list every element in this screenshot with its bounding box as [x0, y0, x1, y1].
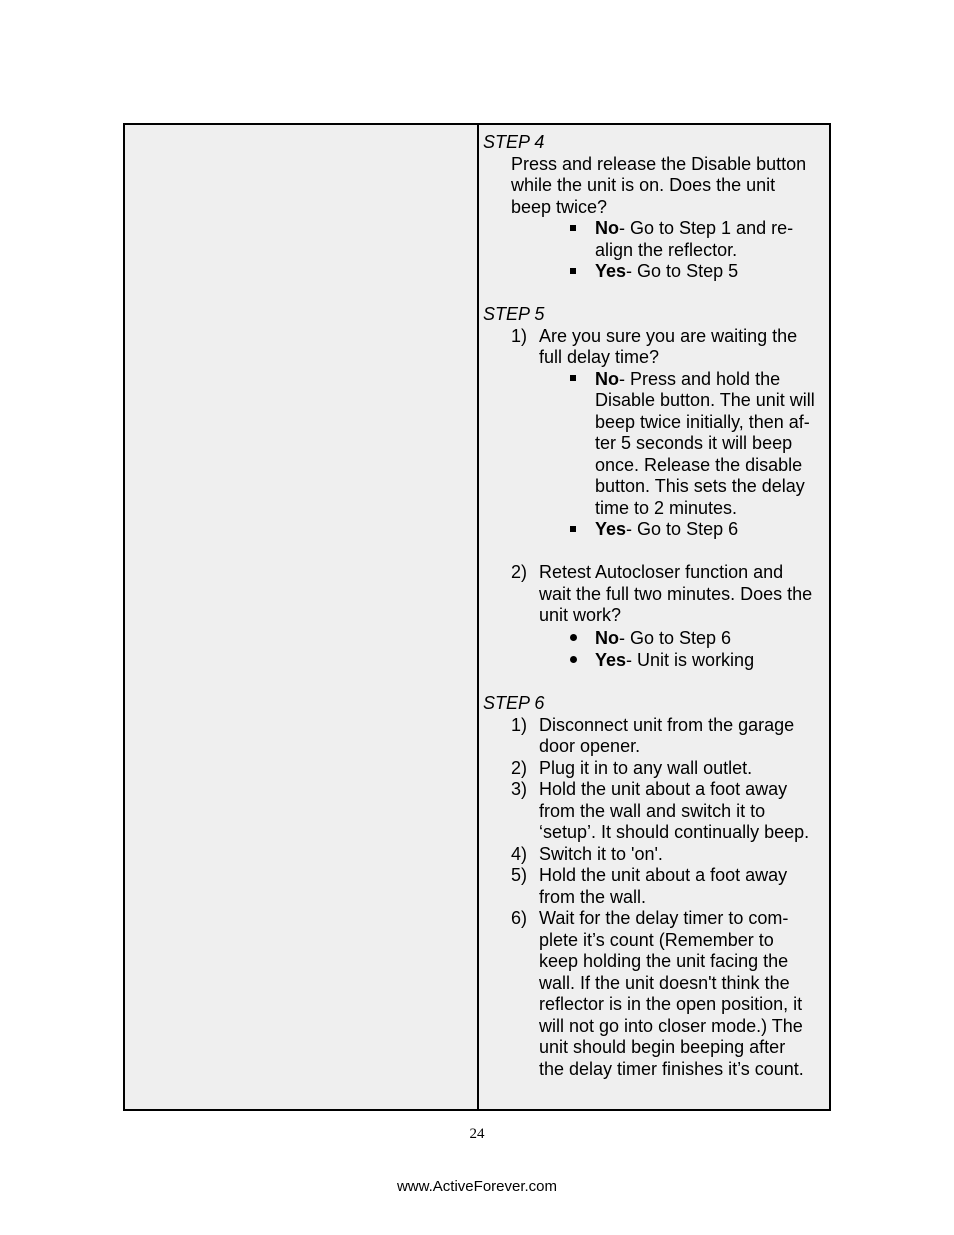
- step-5-q1-no-item: No- Press and hold the Disable button. The unit will beep twice initially, then af- ter 5 seconds it will beep once. Release the disable button. This sets the delay time to 2 minutes.: [483, 369, 828, 520]
- step-5-title: STEP 5: [483, 304, 545, 324]
- round-bullet-icon: [567, 628, 579, 650]
- square-bullet-icon: [567, 261, 579, 283]
- round-bullet-icon: [567, 650, 579, 672]
- step-6-title: STEP 6: [483, 693, 545, 713]
- step-6-item-6: 6) Wait for the delay timer to com- plete it’s count (Remember to keep holding the unit facing the wall. If the unit doesn't think the reflector is in the open position, it will not go into closer mode.) The unit should begin beeping after the delay timer finishes it’s count.: [511, 908, 804, 1079]
- footer-url: www.ActiveForever.com: [396, 1178, 558, 1195]
- step-6-item-2: 2) Plug it in to any wall outlet.: [511, 757, 753, 778]
- step-5-question-1: 1) Are you sure you are waiting the full delay time?: [511, 325, 798, 367]
- step-5-q1-yes-item: Yes- Go to Step 6: [483, 519, 828, 541]
- instructions-column: [483, 132, 828, 1080]
- step-6-item-5: 5) Hold the unit about a foot away from the wall.: [511, 865, 788, 907]
- step-5-q2-no-item: No- Go to Step 6: [483, 628, 828, 650]
- square-bullet-icon: [567, 218, 579, 240]
- step-5-q2-yes-item: Yes- Unit is working: [483, 650, 828, 672]
- step-4-no-item: No- Go to Step 1 and re- align the reflector.: [483, 218, 828, 261]
- step-6-item-3: 3) Hold the unit about a foot away from the wall and switch it to ‘setup’. It should continually beep.: [511, 779, 810, 842]
- troubleshooting-table: [123, 123, 831, 1111]
- step-6-item-1: 1) Disconnect unit from the garage door opener.: [511, 714, 795, 756]
- step-6-item-4: 4) Switch it to 'on'.: [511, 843, 663, 864]
- square-bullet-icon: [567, 369, 579, 391]
- step-5-question-2: 2) Retest Autocloser function and wait the full two minutes. Does the unit work?: [511, 562, 813, 625]
- square-bullet-icon: [567, 519, 579, 541]
- step-4-question: Press and release the Disable button while the unit is on. Does the unit beep twice?: [511, 153, 807, 217]
- page-number: 24: [469, 1126, 485, 1142]
- step-4-yes-item: Yes- Go to Step 5: [483, 261, 828, 283]
- column-divider: [477, 125, 479, 1109]
- step-4-title: STEP 4: [483, 132, 545, 152]
